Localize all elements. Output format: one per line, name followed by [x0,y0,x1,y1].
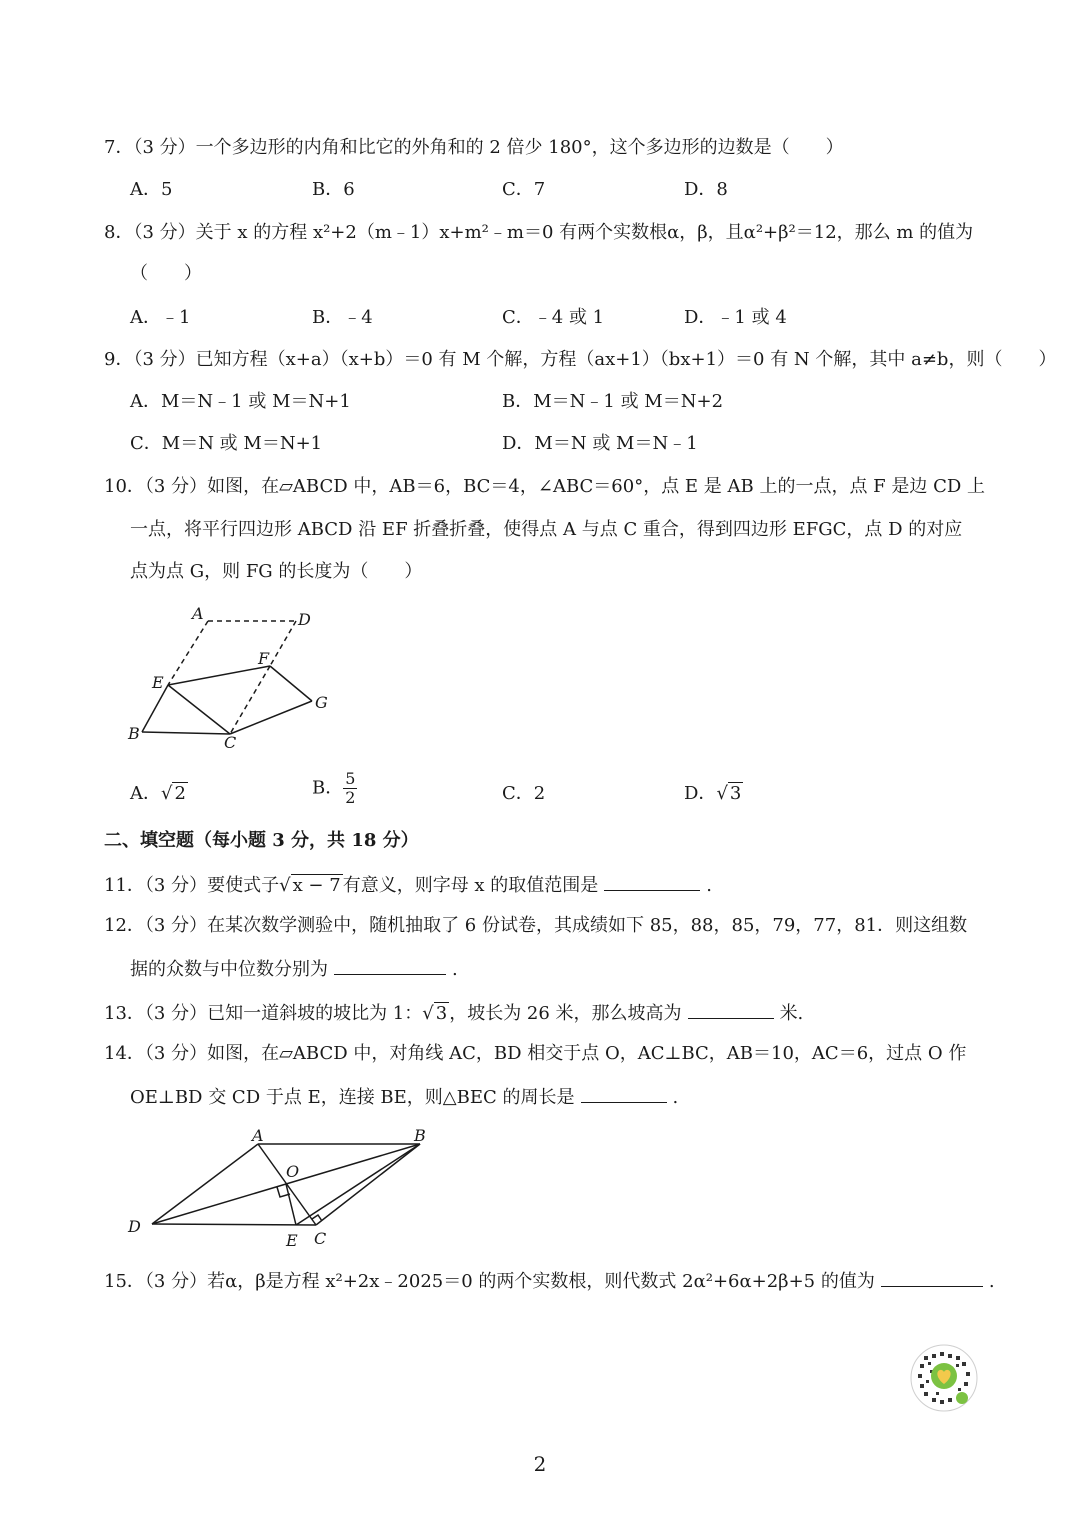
q13-post: ，坡长为 26 米，那么坡高为 [449,1003,682,1024]
q11 [104,872,712,898]
q7-option-d: D．8 [684,179,728,200]
q15-stem: 15．（3 分）若α，β是方程 x²+2x﹣2025＝0 的两个实数根，则代数式 2α²+6α+2β+5 的值为 [104,1271,875,1292]
q13-radicand: 3 [435,1003,448,1024]
q15-answer-blank[interactable] [881,1268,983,1287]
q14-edge-bc [316,1144,420,1225]
q8-option-a: A．﹣1 [130,307,191,328]
q14-label-o: O [286,1162,300,1181]
q9-stem: 9．（3 分）已知方程（x+a）（x+b）＝0 有 M 个解，方程（ax+1）（bx+1）＝0 有 N 个解，其中 a≠b，则（ ） [104,349,1057,370]
q14-line2 [130,1084,678,1110]
q10-edge-ae [168,621,208,685]
q14-label-a: A [252,1126,264,1145]
q10-edge-df [270,621,296,666]
q14-label-b: B [414,1126,426,1145]
q10-stem-line1: 10．（3 分）如图，在▱ABCD 中，AB＝6，BC＝4，∠ABC＝60°，点 E 是 AB 上的一点，点 F 是边 CD 上 [104,476,986,497]
q14-diagonal-ac [258,1144,316,1225]
q10-edge-ef [168,666,270,685]
q9-option-a: A．M＝N﹣1 或 M＝N+1 [130,391,351,412]
q10-edge-eb [142,685,168,732]
q13 [104,1000,803,1026]
q11-end: . [706,875,713,896]
q10-option-b-denominator: 2 [345,788,356,807]
q11-pre: 11．（3 分）要使式子 [104,875,280,896]
q11-answer-blank[interactable] [604,872,700,891]
q9-option-b: B．M＝N﹣1 或 M＝N+2 [502,391,724,412]
q10-option-c: C．2 [502,783,546,804]
q14-label-e: E [286,1231,298,1250]
q10-option-b-fraction [343,770,357,807]
q12-answer-blank[interactable] [334,956,446,975]
q14-stem-line2: OE⊥BD 交 CD 于点 E，连接 BE，则△BEC 的周长是 [130,1087,575,1108]
q13-pre: 13．（3 分）已知一道斜坡的坡比为 1： [104,1003,423,1024]
q11-post: 有意义，则字母 x 的取值范围是 [342,875,599,896]
q14-edge-dc [152,1224,316,1225]
q14-right-angle-c [312,1215,322,1221]
q10-label-g: G [315,693,328,712]
q10-option-d-prefix: D． [684,783,717,804]
section-2-heading: 二、填空题（每小题 3 分，共 18 分） [104,830,419,851]
q10-option-a-radicand: 2 [174,783,186,804]
q14-figure [122,1122,434,1252]
q8-stem: 8．（3 分）关于 x 的方程 x²+2（m﹣1）x+m²﹣m＝0 有两个实数根α，β，且α²+β²＝12，那么 m 的值为 [104,222,974,243]
q10-option-b [312,770,357,807]
q10-label-d: D [298,610,311,629]
q10-label-e: E [152,673,164,692]
q10-label-c: C [224,733,237,752]
q12-end: . [452,959,458,980]
q10-stem-line2: 一点，将平行四边形 ABCD 沿 EF 折叠折叠，使得点 A 与点 C 重合，得到四边形 EFGC，点 D 的对应 [130,519,963,540]
q15 [104,1268,995,1294]
q7-option-a: A．5 [130,179,173,200]
q14-stem-line1: 14．（3 分）如图，在▱ABCD 中，对角线 AC，BD 相交于点 O，AC⊥BC，AB＝10，AC＝6，过点 O 作 [104,1043,967,1064]
q10-edge-fg [270,666,312,701]
q10-option-b-numerator: 5 [345,769,356,788]
q10-option-b-prefix: B． [312,777,344,799]
q13-end: 米. [779,1003,804,1024]
q7-stem: 7．（3 分）一个多边形的内角和比它的外角和的 2 倍少 180°，这个多边形的边数是（ ） [104,137,844,158]
q10-option-d-radicand: 3 [729,783,742,804]
q9-option-d: D．M＝N 或 M＝N﹣1 [502,433,698,454]
q14-end: . [672,1087,679,1108]
q12-stem-line2: 据的众数与中位数分别为 [130,959,328,980]
q7-option-c: C．7 [502,179,546,200]
q8-option-d: D．﹣1 或 4 [684,307,787,328]
q14-label-d: D [128,1217,141,1236]
q8-stem-paren: （ ） [130,263,202,284]
q10-stem-line3: 点为点 G，则 FG 的长度为（ ） [130,561,423,582]
q10-edge-gc [230,701,312,734]
q8-option-c: C．﹣4 或 1 [502,307,605,328]
q13-answer-blank[interactable] [688,1000,774,1019]
q10-edge-bc [142,732,230,734]
q12-stem-line1: 12．（3 分）在某次数学测验中，随机抽取了 6 份试卷，其成绩如下 85，88，85，79，77，81．则这组数 [104,915,968,936]
q8-option-b: B．﹣4 [312,307,373,328]
q10-label-b: B [128,724,140,743]
q10-option-a-prefix: A． [130,783,161,804]
q10-figure [120,598,340,754]
q10-edge-fc [230,666,270,734]
qr-code-icon [910,1344,978,1412]
q10-label-f: F [258,649,270,668]
q13-sqrt: √ 3 [422,1003,448,1024]
q11-sqrt: √ x − 7 [279,875,341,896]
page-number: 2 [533,1452,547,1476]
q10-option-a-sqrt: √ 2 [161,783,186,804]
q14-label-c: C [314,1229,327,1248]
q12-line2 [130,956,458,982]
q7-option-b: B．6 [312,179,355,200]
q14-segment-be [296,1144,420,1225]
q14-edge-ad [152,1144,258,1224]
q10-option-a [130,782,188,806]
q11-radicand: x − 7 [292,875,341,896]
q14-answer-blank[interactable] [581,1084,667,1103]
q9-option-c: C．M＝N 或 M＝N+1 [130,433,323,454]
q10-option-d-sqrt: √ 3 [716,783,742,804]
q10-edge-ec [168,685,230,734]
q15-end: . [988,1271,995,1292]
q10-label-a: A [192,604,204,623]
q10-option-d [684,782,743,806]
